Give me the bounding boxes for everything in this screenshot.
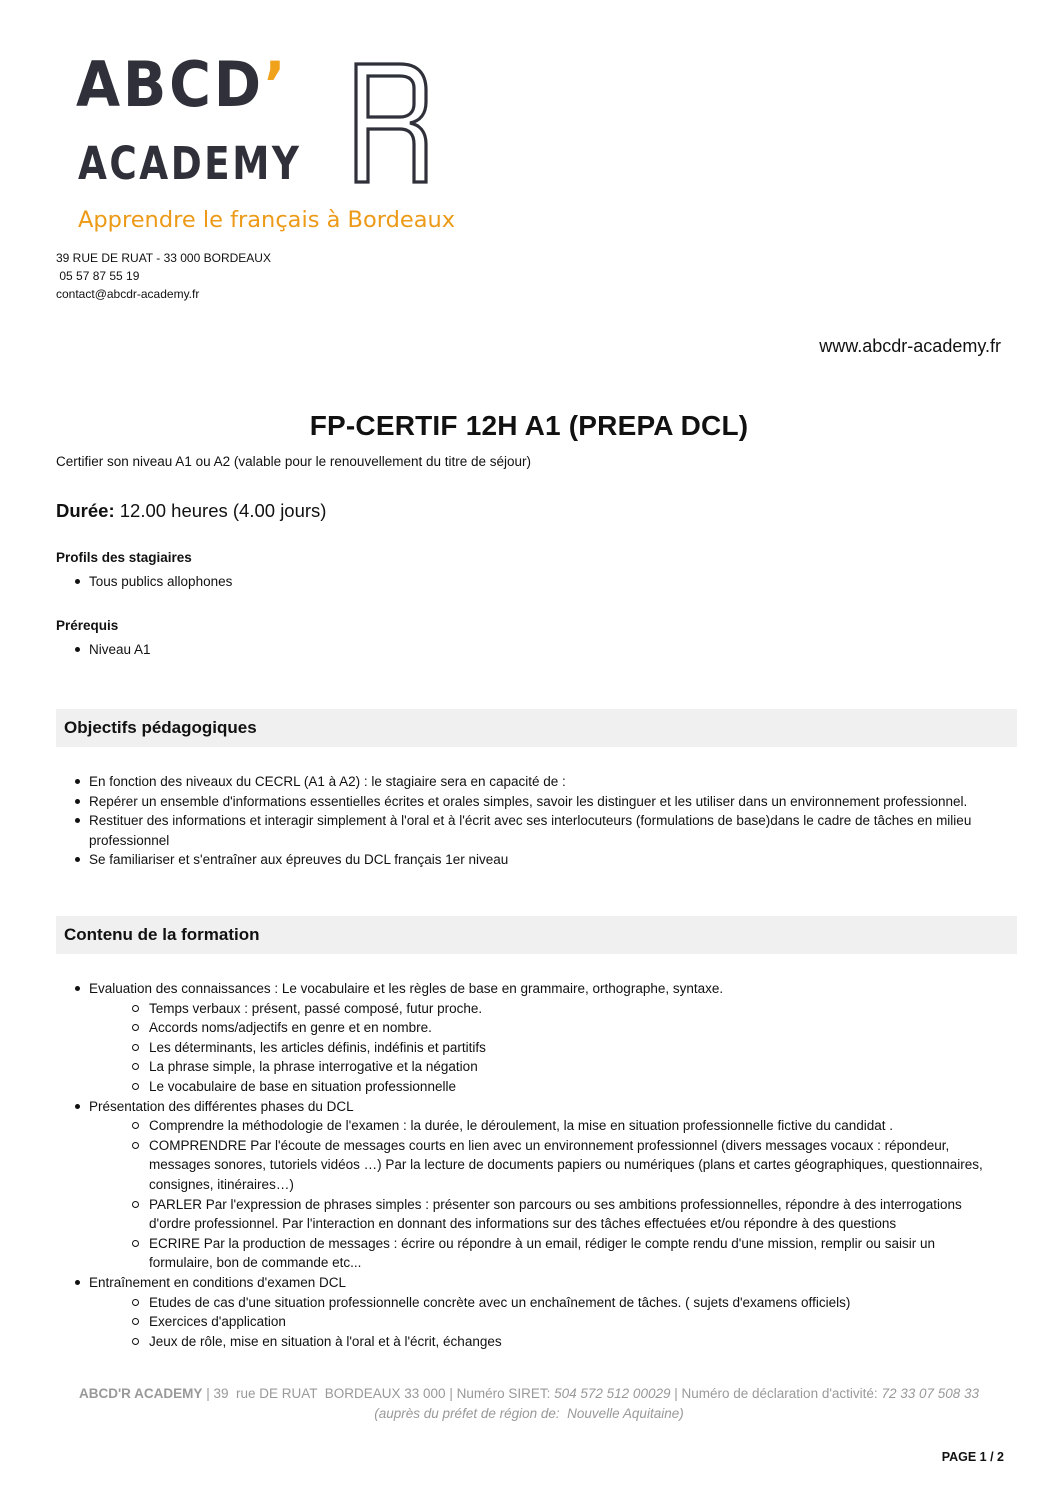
- list-item: [56, 979, 1002, 1097]
- objectifs-list: [56, 772, 1002, 870]
- section-heading: Objectifs pédagogiques: [64, 718, 257, 737]
- profils-list: [56, 572, 1002, 592]
- document-subtitle: Certifier son niveau A1 ou A2 (valable pour le renouvellement du titre de séjour): [56, 454, 532, 469]
- sub-list-item: Jeux de rôle, mise en situation à l'oral et à l'écrit, échanges: [89, 1332, 1002, 1352]
- sub-list-item: Accords noms/adjectifs en genre et en nombre.: [89, 1018, 1002, 1038]
- sub-list-item: Temps verbaux : présent, passé composé, futur proche.: [89, 999, 1002, 1019]
- list-item-text: Evaluation des connaissances : Le vocabulaire et les règles de base en grammaire, orthographe, syntaxe.: [89, 981, 724, 996]
- footer-company: ABCD'R ACADEMY: [78, 1386, 203, 1401]
- footer-siret-value: 504 572 512 00029: [554, 1386, 671, 1401]
- contact-block: [56, 249, 271, 303]
- document-title: FP-CERTIF 12H A1 (PREPA DCL): [309, 410, 749, 441]
- profils-heading: Profils des stagiaires: [56, 550, 192, 565]
- duration-value: 12.00 heures (4.00 jours): [114, 500, 327, 521]
- sub-list-item: Les déterminants, les articles définis, indéfinis et partitifs: [89, 1038, 1002, 1058]
- company-logo: [76, 48, 456, 240]
- sub-list: [89, 1116, 1002, 1273]
- section-heading: Contenu de la formation: [64, 925, 260, 944]
- sub-list-item: Etudes de cas d'une situation professionnelle concrète avec un enchaînement de tâches. ( sujets d'examens officiels): [89, 1293, 1002, 1313]
- sub-list-item: Comprendre la méthodologie de l'examen : la durée, le déroulement, la mise en situation professionnelle fictive du candidat .: [89, 1116, 1002, 1136]
- logo-big-r-icon: [352, 60, 432, 186]
- sub-list-item: COMPRENDRE Par l'écoute de messages courts en lien avec un environnement professionnel (divers messages vocaux : répondeur, messages sonores, tutoriels vidéos …) Par la lecture de documents papiers ou numériques (plans et cartes géographiques, questionnaires, consignes, itinéraires…): [89, 1136, 1002, 1195]
- footer-declaration-label: Numéro de déclaration d'activité:: [681, 1386, 882, 1401]
- page-number: PAGE 1 / 2: [941, 1450, 1004, 1464]
- contenu-list: [56, 979, 1002, 1351]
- sub-list: [89, 1293, 1002, 1352]
- footer-declaration-value: 72 33 07 508 33 (auprès du préfet de région de: Nouvelle Aquitaine): [374, 1386, 983, 1421]
- contact-email[interactable]: contact@abcdr-academy.fr: [56, 287, 200, 301]
- list-item: En fonction des niveaux du CECRL (A1 à A2) : le stagiaire sera en capacité de :: [56, 772, 1002, 792]
- page-footer: [56, 1384, 1002, 1424]
- footer-separator: |: [202, 1386, 214, 1401]
- list-item-text: Présentation des différentes phases du DCL: [89, 1098, 354, 1114]
- footer-separator: |: [670, 1386, 682, 1401]
- contact-address: 39 RUE DE RUAT - 33 000 BORDEAUX: [56, 251, 271, 265]
- sub-list-item: ECRIRE Par la production de messages : écrire ou répondre à un email, rédiger le compte rendu d'une mission, remplir ou saisir un formulaire, bon de commande etc...: [89, 1234, 1002, 1273]
- sub-list-item: Le vocabulaire de base en situation professionnelle: [89, 1077, 1002, 1097]
- prerequis-list: [56, 640, 1002, 660]
- list-item: Restituer des informations et interagir simplement à l'oral et à l'écrit avec ses interlocuteurs (formulations de base)dans le cadre de tâches en milieu professionnel: [56, 811, 1002, 850]
- sub-list: [89, 999, 1002, 1097]
- sub-list-item: PARLER Par l'expression de phrases simples : présenter son parcours ou ses ambitions professionnelles, répondre à des interrogations d'ordre professionnel. Par l'interaction en donnant des informations sur des tâches effectuées et/ou répondre à des questions: [89, 1195, 1002, 1234]
- logo-wordmark-bottom: ACADEMY: [78, 137, 302, 190]
- footer-separator: |: [445, 1386, 457, 1401]
- list-item: Repérer un ensemble d'informations essentielles écrites et orales simples, savoir les distinguer et les utiliser dans un environnement professionnel.: [56, 792, 1002, 812]
- sub-list-item: La phrase simple, la phrase interrogative et la négation: [89, 1057, 1002, 1077]
- logo-wordmark-top: ABCD’: [76, 48, 289, 121]
- footer-siret-label: Numéro SIRET:: [456, 1386, 555, 1401]
- section-objectifs: [56, 709, 1017, 747]
- logo-tagline: Apprendre le français à Bordeaux: [78, 207, 456, 233]
- list-item: Tous publics allophones: [56, 572, 1002, 592]
- duration-label: Durée:: [56, 500, 115, 521]
- footer-address: 39 rue DE RUAT BORDEAUX 33 000: [213, 1386, 446, 1401]
- website-link[interactable]: www.abcdr-academy.fr: [819, 336, 1001, 356]
- sub-list-item: Exercices d'application: [89, 1312, 1002, 1332]
- list-item: Niveau A1: [56, 640, 1002, 660]
- contact-phone: 05 57 87 55 19: [56, 269, 140, 283]
- list-item: [56, 1097, 1002, 1273]
- section-contenu: [56, 916, 1017, 954]
- duration-line: [56, 500, 326, 522]
- prerequis-heading: Prérequis: [56, 618, 119, 633]
- list-item: [56, 1273, 1002, 1351]
- list-item-text: Entraînement en conditions d'examen DCL: [89, 1274, 346, 1290]
- list-item: Se familiariser et s'entraîner aux épreuves du DCL français 1er niveau: [56, 850, 1002, 870]
